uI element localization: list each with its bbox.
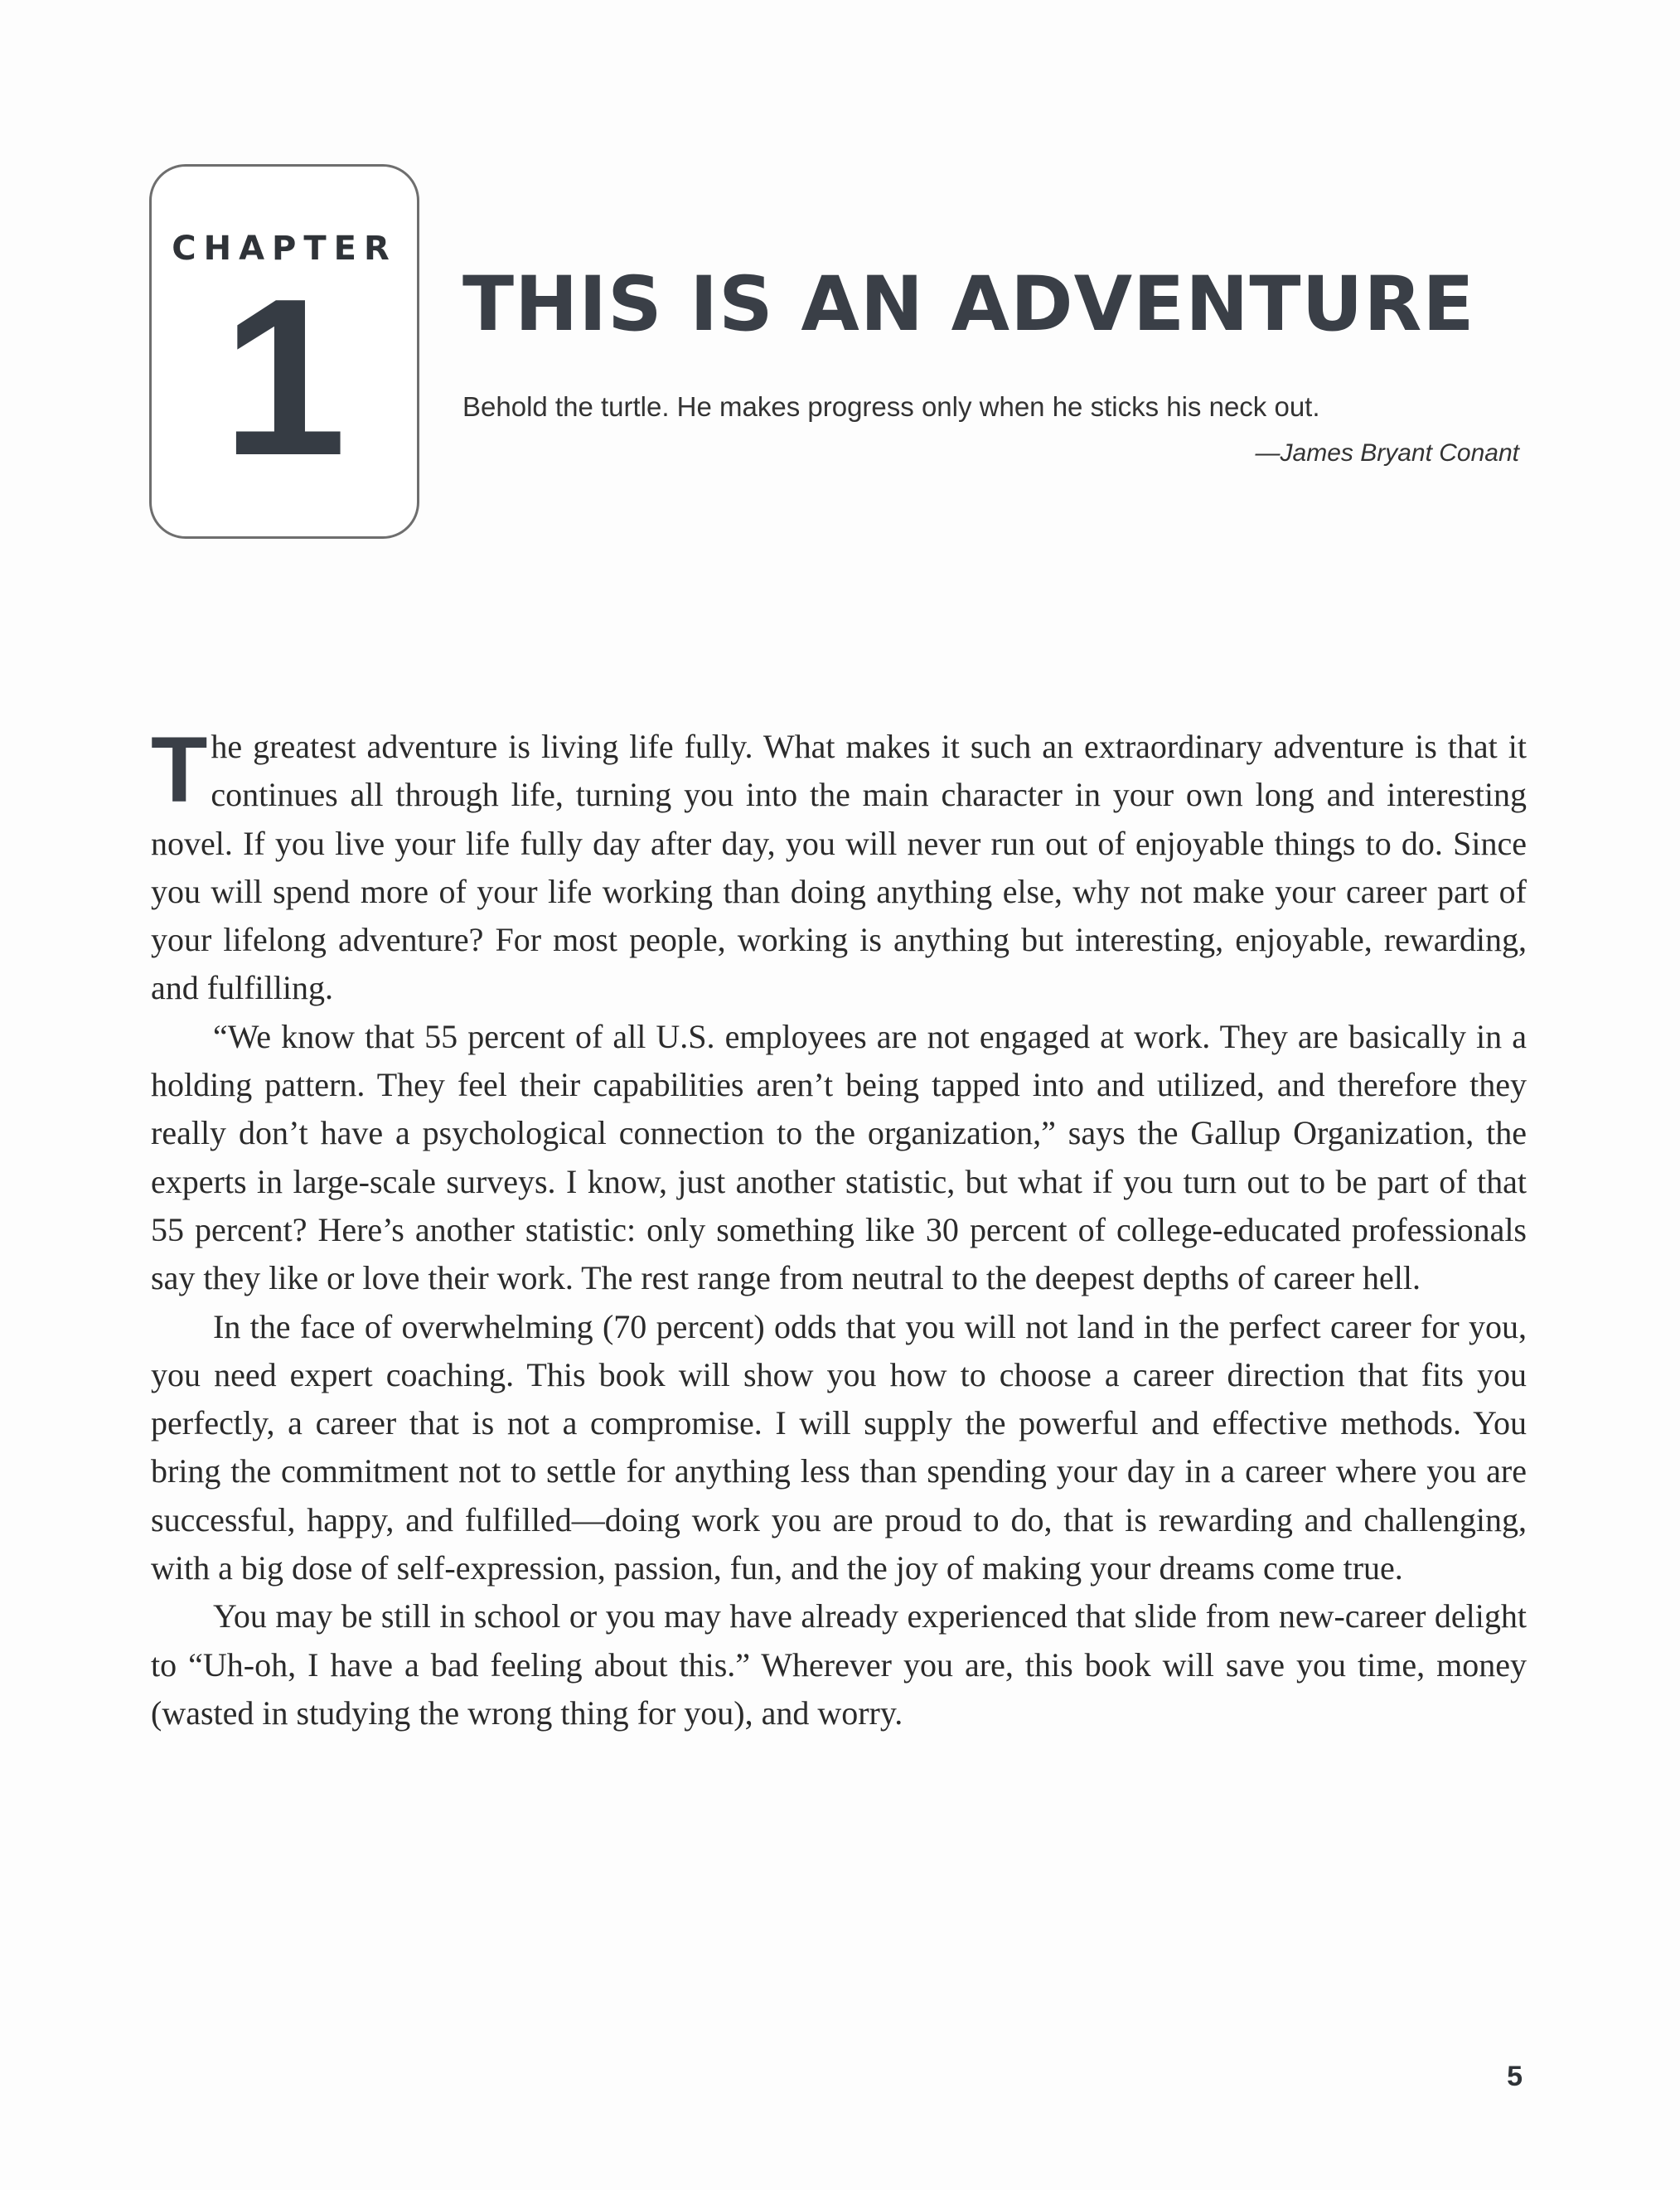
epigraph-author: —James Bryant Conant [1255,439,1519,467]
chapter-label: CHAPTER [172,230,397,268]
chapter-badge [149,164,419,539]
paragraph: “We know that 55 percent of all U.S. employees are not engaged at work. They are basically in a holding pattern. They feel their capabilities aren’t being tapped into and utilized, and therefore they really don’t have a psychological connection to the organization,” says the Gallup Organization, the experts in large-scale surveys. I know, just another statistic, but what if you turn out to be part of that 55 percent? Here’s another statistic: only something like 30 percent of college-educated professionals say they like or love their work. The rest range from neutral to the deepest depths of career hell. [151,1017,1527,1297]
chapter-title: THIS IS AN ADVENTURE [462,261,1475,348]
epigraph-quote: Behold the turtle. He makes progress only when he sticks his neck out. [462,391,1320,422]
drop-cap: T [151,718,208,821]
paragraph: In the face of overwhelming (70 percent) odds that you will not land in the perfect career for you, you need expert coaching. This book will show you how to choose a career direction that fits you perfectly, a career that is not a compromise. I will supply the powerful and effective methods. You bring the commitment not to settle for anything less than spending your day in a career where you are successful, happy, and fulfilled—doing work you are proud to do, that is rewarding and challenging, with a big dose of self-expression, passion, fun, and the joy of making your dreams come true. [151,1307,1527,1587]
body-text [151,718,1527,1737]
paragraph [151,718,1527,1013]
paragraph: You may be still in school or you may have already experienced that slide from new-career delight to “Uh-oh, I have a bad feeling about this.” Wherever you are, this book will save you time, money (wasted in studying the wrong thing for you), and worry. [151,1597,1527,1732]
chapter-number: 1 [221,253,347,502]
page-number: 5 [1507,2061,1523,2092]
paragraph-text: he greatest adventure is living life fully. What makes it such an extraordinary adventure is that it continues all through life, turning you into the main character in your own long and interesting novel. If you live your life fully day after day, you will never run out of enjoyable things to do. Since you will spend more of your life working than doing anything else, why not make your career part of your lifelong adventure? For most people, working is anything but interesting, enjoyable, rewarding, and fulfilling. [151,728,1527,1007]
